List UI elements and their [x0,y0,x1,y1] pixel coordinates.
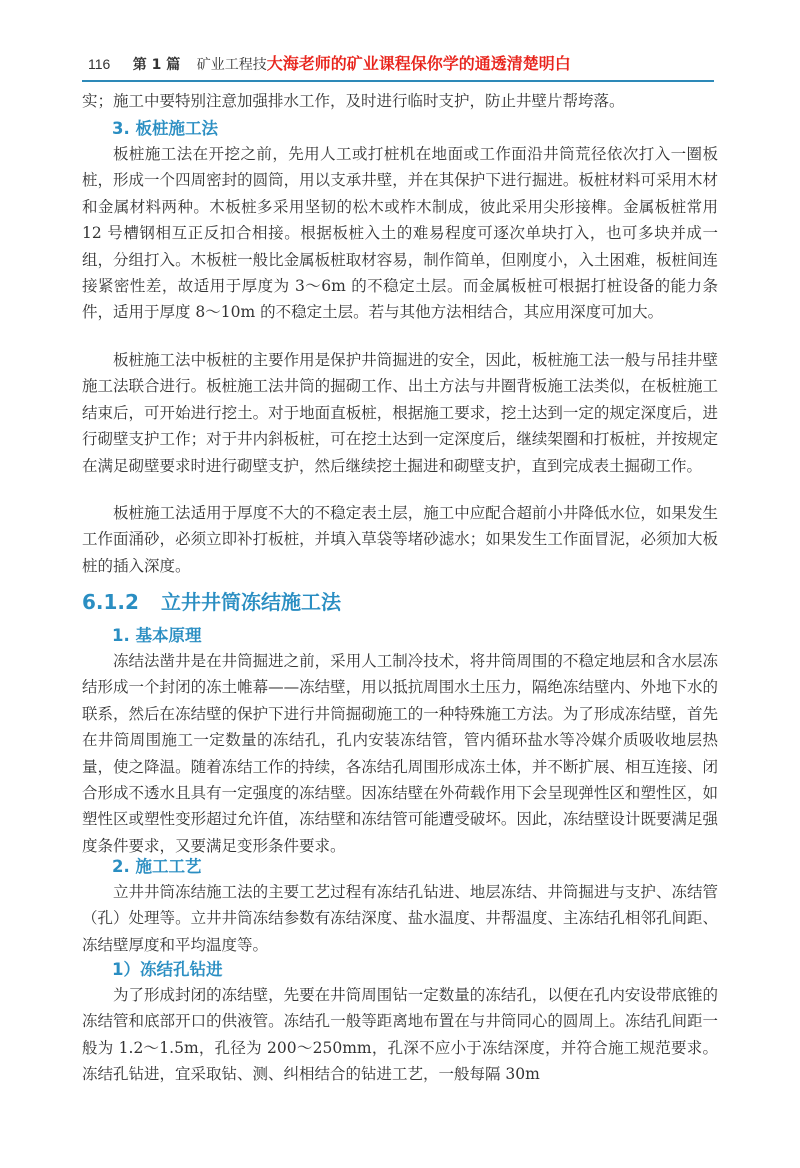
paragraph-basic-principle: 冻结法凿井是在井筒掘进之前，采用人工制冷技术，将井筒周围的不稳定地层和含水层冻结形成一个封闭的冻土帷幕——冻结壁，用以抵抗周围水土压力，隔绝冻结壁内、外地下水的联系，然后在冻结壁的保护下进行井筒掘砌施工的一种特殊施工方法。为了形成冻结壁，首先在井筒周围施工一定数量的冻结孔，孔内安装冻结管，管内循环盐水等冷媒介质吸收地层热量，使之降温。随着冻结工作的持续，各冻结孔周围形成冻土体，并不断扩展、相互连接、闭合形成不透水且具有一定强度的冻结壁。因冻结壁在外荷载作用下会呈现弹性区和塑性区，如塑性区或塑性变形超过允许值，冻结壁和冻结管可能遭受破坏。因此，冻结壁设计既要满足强度条件要求，又要满足变形条件要求。 [82,652,718,855]
section-number: 6.1.2 [82,590,139,614]
subheading-construction-process: 2. 施工工艺 [112,857,202,876]
paragraph-hole-drilling: 为了形成封闭的冻结壁，先要在井筒周围钻一定数量的冻结孔，以便在孔内安设带底锥的冻结管和底部开口的供液管。冻结孔一般等距离地布置在与井筒同心的圆周上。冻结孔间距一般为 1.2～1.5m，孔径为 200～250mm，孔深不应小于冻结深度，并符合施工规范要求。冻结孔钻进，宜采取钻、测、纠相结合的钻进工艺，一般每隔 30m [82,986,718,1084]
section-heading-board-pile: 3. 板桩施工法 [112,119,218,138]
paragraph-construction-process: 立井井筒冻结施工法的主要工艺过程有冻结孔钻进、地层冻结、井筒掘进与支护、冻结管（孔）处理等。立井井筒冻结参数有冻结深度、盐水温度、井帮温度、主冻结孔相邻孔间距、冻结壁厚度和平均温度等。 [82,883,718,954]
subheading-basic-principle: 1. 基本原理 [112,626,202,645]
part-label: 第 1 篇 [132,57,181,73]
paragraph-continued: 实；施工中要特别注意加强排水工作，及时进行临时支护，防止井壁片帮垮落。 [82,92,625,110]
page-header [88,50,712,78]
paragraph-board-pile-method: 板桩施工法在开挖之前，先用人工或打桩机在地面或工作面沿井筒荒径依次打入一圈板桩，形成一个四周密封的圆筒，用以支承井壁，并在其保护下进行掘进。板桩材料可采用木材和金属材料两种。木板桩多采用坚韧的松木或柞木制成，彼此采用尖形接榫。金属板桩常用 12 号槽钢相互正反扣合相接。根据板桩入土的难易程度可逐次单块打入，也可多块并成一组，分组打入。木板桩一般比金属板桩取材容易，制作简单，但刚度小，入土困难，板桩间连接紧密性差，故适用于厚度为 3～6m 的不稳定土层。而金属板桩可根据打桩设备的能力条件，适用于厚度 8～10m 的不稳定土层。若与其他方法相结合，其应用深度可加大。 [82,145,718,322]
section-title: 立井井筒冻结施工法 [160,590,341,614]
header-rule [82,80,714,82]
running-title: 矿业工程技 [196,57,267,73]
section-heading-freezing-method [82,588,341,616]
paragraph-board-pile-role: 板桩施工法中板桩的主要作用是保护井筒掘进的安全，因此，板桩施工法一般与吊挂井壁施工法联合进行。板桩施工法井筒的掘砌工作、出土方法与井圈背板施工法类似，在板桩施工结束后，可开始进行挖土。对于地面直板桩，根据施工要求，挖土达到一定的规定深度后，进行砌壁支护工作；对于井内斜板桩，可在挖土达到一定深度后，继续架圈和打板桩，并按规定在满足砌壁要求时进行砌壁支护，然后继续挖土掘进和砌壁支护，直到完成表土掘砌工作。 [82,351,718,475]
subheading-hole-drilling: 1）冻结孔钻进 [112,960,223,979]
watermark-text: 大海老师的矿业课程保你学的通透清楚明白 [266,54,571,73]
paragraph-board-pile-scope: 板桩施工法适用于厚度不大的不稳定表土层，施工中应配合超前小井降低水位，如果发生工作面涌砂，必须立即补打板桩，并填入草袋等堵砂滤水；如果发生工作面冒泥，必须加大板桩的插入深度。 [82,504,718,575]
page-number: 116 [88,56,111,72]
